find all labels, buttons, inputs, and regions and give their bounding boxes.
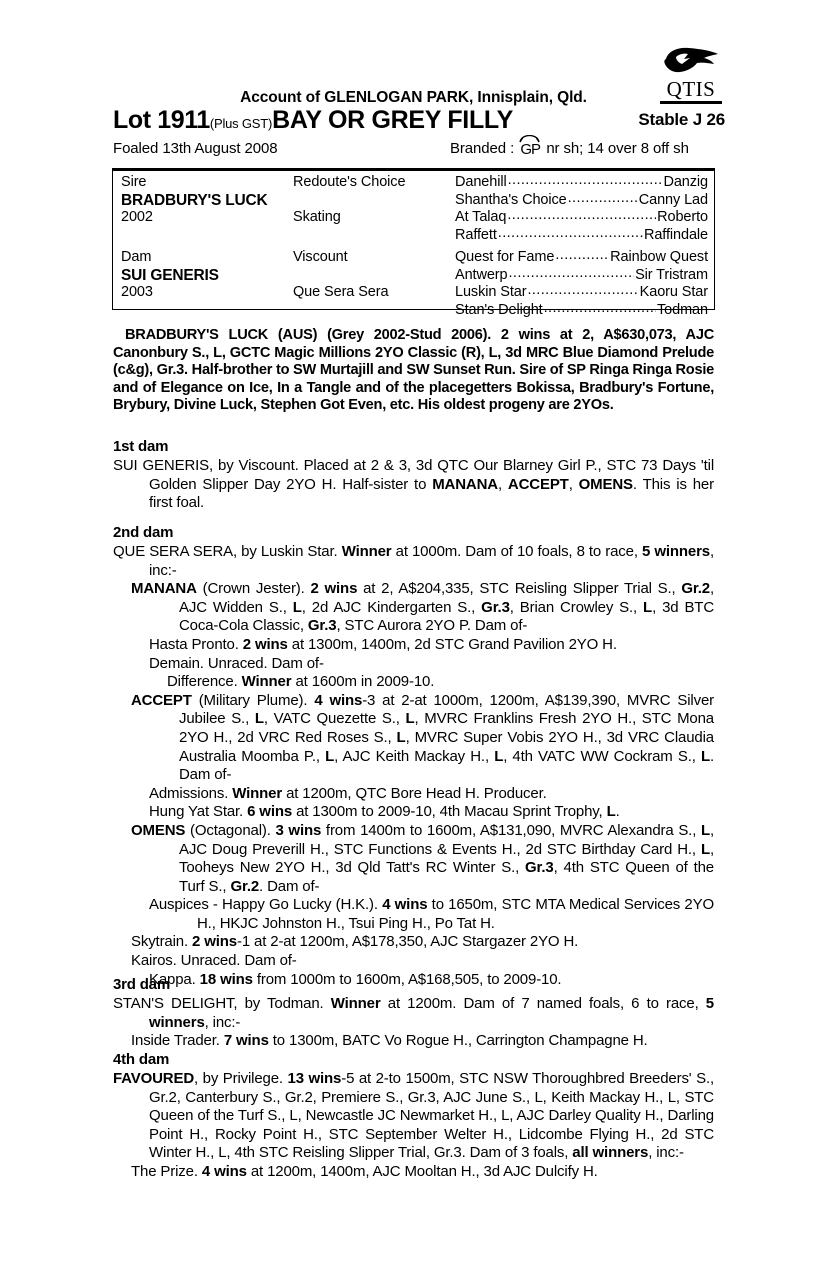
emphasis-text: Gr.2 (230, 877, 260, 895)
plain-text: at 1300m, 1400m, 2d STC Grand Pavilion 2YO H. (287, 635, 617, 653)
pedigree-entry-text (131, 822, 714, 896)
pedigree-entry (113, 692, 714, 785)
plain-text: Inside Trader. (131, 1032, 224, 1050)
emphasis-text: ACCEPT (131, 691, 192, 709)
emphasis-text: Winner (330, 995, 381, 1012)
plain-text: , (568, 475, 579, 493)
plain-text: , 4th VATC WW Cockram S., (503, 747, 701, 765)
pedigree-grandsire-name: Danehill (455, 174, 507, 190)
plain-text: at 1300m to 2009-10, 4th Macau Sprint Trophy, (292, 803, 607, 821)
pedigree-greatgrandsire-name: Sir Tristram (635, 266, 708, 283)
plain-text: at 1200m, 1400m, AJC Mooltan H., 3d AJC Dulcify H. (246, 1162, 598, 1180)
plain-text: , MVRC Super Vobis 2YO H., 3d VRC Claudia Australia Moomba P., (179, 728, 714, 765)
dam-heading: 3rd dam (113, 976, 170, 993)
pedigree-greatgrandsire-name: Canny Lad (638, 191, 708, 208)
sire-paragraph-text: BRADBURY'S LUCK (AUS) (Grey 2002-Stud 2006). 2 wins at 2, A$630,073, AJC Canonbury S., L, GCTC Magic Millions 2YO Classic (R), L, 3d MRC Blue Diamond Prelude (c&g), Gr.3. Half-brother to SW Murtajill and SW Sunset Run. Sire of SP Ringa Ringa Rosie and of Elegance on Ice, In a Tangle and of the placegetters Bokissa, Bradbury's Fortune, Brybury, Divine Luck, Stephen Got Even, etc. His oldest progeny are 2YOs. (113, 327, 715, 414)
dam-section (113, 437, 714, 513)
plain-text: , by Privilege. (194, 1070, 288, 1087)
pedigree-row (113, 227, 714, 245)
pedigree-col-left: SUI GENERIS (121, 266, 219, 284)
plain-text: -1 at 2-at 1200m, A$178,350, AJC Stargazer 2YO H. (236, 933, 579, 951)
brand-symbol (518, 142, 542, 157)
emphasis-text: L (254, 710, 264, 728)
emphasis-text: 4 wins (201, 1162, 247, 1180)
dam-heading: 4th dam (113, 1051, 170, 1068)
dot-leader (544, 300, 656, 318)
plain-text: , 2d AJC Kindergarten S., (301, 598, 482, 616)
pedigree-entry (113, 1070, 714, 1163)
branded-detail: nr sh; 14 over 8 off sh (546, 140, 689, 157)
emphasis-text: Gr.2 (681, 580, 710, 598)
pedigree-grandsire-name: Raffett (455, 226, 497, 243)
gst-note: (Plus GST) (209, 116, 273, 131)
plain-text: to 1300m, BATC Vo Rogue H., Carrington Champagne H. (268, 1032, 648, 1050)
plain-text: , inc:- (648, 1144, 684, 1162)
emphasis-text: OMENS (131, 821, 186, 839)
emphasis-text: Gr.3 (525, 859, 554, 877)
emphasis-text: 4 wins (314, 691, 363, 709)
pedigree-entry-text (131, 1032, 714, 1051)
plain-text: from 1000m to 1600m, A$168,505, to 2009-10. (252, 970, 562, 988)
dam-heading: 2nd dam (113, 524, 174, 541)
plain-text: -5 at 2-to 1500m, STC NSW Thoroughbred Breeders' S., Gr.2, Canterbury S., Gr.2, Premiere S., Gr.3, AJC June S., L, Keith Mackay H., L, STC Queen of the Turf S., L, Newcastle JC Newmarket H., L, AJC Darley Quality H., Darling Point H., Rocky Point H., STC September Welter H., Lidcombe Flying H., 2d STC Winter H., L, 4th STC Reisling Slipper Trial, Gr.3. Dam of 3 foals, (149, 1070, 714, 1162)
dot-leader (498, 225, 643, 243)
emphasis-text: L (325, 747, 335, 765)
qtis-wordmark: QTIS (666, 77, 716, 101)
pedigree-col-left: Sire (121, 174, 147, 190)
dam-heading: 1st dam (113, 438, 169, 455)
emphasis-text: Winner (341, 543, 392, 560)
emphasis-text: MANANA (131, 580, 197, 598)
emphasis-text: all winners (572, 1144, 649, 1162)
emphasis-text: 4 wins (382, 896, 428, 914)
pedigree-entry-text (149, 785, 714, 804)
plain-text: Kappa. (149, 970, 200, 988)
plain-text: . Dam of- (259, 877, 320, 895)
pedigree-entry-text (149, 896, 714, 933)
pedigree-entry-text (149, 803, 714, 822)
dam-section (113, 1050, 714, 1182)
plain-text: QUE SERA SERA, by Luskin Star. (113, 543, 342, 560)
foaled-date: Foaled 13th August 2008 (113, 140, 278, 157)
pedigree-grandsire-name: Quest for Fame (455, 249, 555, 265)
dot-leader (509, 265, 635, 283)
plain-text: at 1600m in 2009-10. (291, 673, 435, 691)
plain-text: Hasta Pronto. (149, 635, 243, 653)
pedigree-col-middle: Que Sera Sera (293, 284, 389, 300)
account-line: Account of GLENLOGAN PARK, Innisplain, Qld. (240, 89, 587, 106)
colour-and-sex: BAY OR GREY FILLY (272, 106, 513, 134)
pedigree-entry-text (167, 673, 714, 692)
pedigree-col-middle: Redoute's Choice (293, 174, 406, 190)
emphasis-text: FAVOURED (113, 1070, 195, 1087)
emphasis-text: 2 wins (242, 635, 288, 653)
pedigree-entry (113, 636, 714, 655)
brand-horns-icon (519, 135, 540, 143)
plain-text: from 1400m to 1600m, A$131,090, MVRC Alexandra S., (321, 821, 701, 839)
emphasis-text: Winner (241, 673, 292, 691)
lot-number: Lot 1911 (113, 106, 210, 134)
emphasis-text: Winner (232, 784, 283, 802)
plain-text: (Military Plume). (191, 691, 315, 709)
plain-text: Skytrain. (131, 933, 193, 951)
pedigree-col-left: BRADBURY'S LUCK (121, 191, 268, 209)
pedigree-col-right (455, 302, 708, 320)
emphasis-text: L (292, 598, 302, 616)
pedigree-entry-text (131, 1163, 714, 1182)
branded-info (450, 140, 689, 157)
pedigree-col-middle: Skating (293, 209, 341, 225)
emphasis-text: L (396, 728, 406, 746)
pedigree-entry (113, 952, 714, 971)
pedigree-entry-text (149, 636, 714, 655)
dot-leader (555, 247, 609, 265)
emphasis-text: MANANA (432, 475, 498, 493)
plain-text: , AJC Keith Mackay H., (334, 747, 495, 765)
pedigree-entry (113, 580, 714, 636)
plain-text: Admissions. (149, 784, 233, 802)
pedigree-entry-text (149, 655, 714, 674)
emphasis-text: 18 wins (199, 970, 253, 988)
pedigree-entry-text (113, 457, 714, 513)
plain-text: at 1200m, QTC Bore Head H. Producer. (282, 784, 547, 802)
plain-text: Kairos. Unraced. Dam of- (131, 952, 297, 970)
pedigree-col-middle: Viscount (293, 249, 348, 265)
plain-text: Difference. (167, 673, 242, 691)
plain-text: . This is her first foal. (149, 475, 714, 512)
dam-section (113, 523, 714, 989)
emphasis-text: L (606, 803, 616, 821)
dam-section (113, 975, 714, 1051)
plain-text: , AJC Widden S., (179, 580, 714, 616)
pedigree-entry (113, 933, 714, 952)
plain-text: . Dam of- (179, 747, 714, 784)
dot-leader (507, 207, 656, 225)
emphasis-text: L (405, 710, 415, 728)
emphasis-text: L (700, 840, 710, 858)
pedigree-entry-text (113, 1070, 714, 1163)
plain-text: SUI GENERIS, by Viscount. Placed at 2 & 3, 3d QTC Our Blarney Girl P., STC 73 Days 'til Golden Slipper Day 2YO H. Half-sister to (113, 457, 714, 493)
plain-text: Demain. Unraced. Dam of- (149, 654, 324, 672)
branded-label: Branded : (450, 140, 515, 157)
sire-paragraph (113, 327, 714, 415)
emphasis-text: 2 wins (192, 933, 237, 951)
emphasis-text: 7 wins (223, 1032, 269, 1050)
plain-text: , inc:- (204, 1013, 241, 1031)
emphasis-text: 3 wins (275, 821, 322, 839)
pedigree-entry (113, 896, 714, 933)
brand-letters: GP (520, 141, 541, 158)
pedigree-entry-text (131, 933, 714, 952)
emphasis-text: L (494, 747, 504, 765)
plain-text: , 4th STC Queen of the Turf S., (179, 859, 714, 895)
pedigree-greatgrandsire-name: Kaoru Star (639, 284, 708, 300)
pedigree-entry (113, 785, 714, 804)
pedigree-entry (113, 1163, 714, 1182)
emphasis-text: Gr.3 (481, 598, 510, 616)
pedigree-row (113, 302, 714, 320)
pedigree-grandsire-name: Antwerp (455, 266, 508, 283)
pedigree-entry-text (113, 995, 714, 1032)
pedigree-entry (113, 995, 714, 1032)
pedigree-entry-text (113, 543, 714, 580)
pedigree-col-left: Dam (121, 249, 152, 265)
emphasis-text: OMENS (578, 475, 633, 493)
pedigree-grandsire-name: Stan's Delight (455, 301, 543, 318)
pedigree-entry (113, 655, 714, 674)
plain-text: , (497, 475, 508, 493)
pedigree-greatgrandsire-name: Todman (657, 301, 708, 318)
dot-leader (568, 190, 638, 208)
plain-text: , MVRC Franklins Fresh 2YO H., STC Mona 2YO H., 2d VRC Red Roses S., (179, 710, 714, 746)
emphasis-text: 6 wins (247, 803, 293, 821)
plain-text: Auspices - Happy Go Lucky (H.K.). (149, 896, 383, 914)
pedigree-greatgrandsire-name: Raffindale (643, 226, 708, 243)
plain-text: . (615, 803, 620, 821)
plain-text: The Prize. (131, 1162, 202, 1180)
plain-text: , 3d BTC Coca-Cola Classic, (179, 598, 715, 635)
plain-text: (Crown Jester). (196, 580, 311, 598)
pedigree-entry (113, 543, 714, 580)
dot-leader (508, 172, 663, 190)
pedigree-entry (113, 822, 714, 896)
plain-text: , inc:- (149, 543, 714, 579)
plain-text: at 2, A$204,335, STC Reisling Slipper Trial S., (357, 580, 682, 598)
dot-leader (527, 282, 638, 300)
plain-text: at 1200m. Dam of 7 named foals, 6 to race, (380, 995, 706, 1012)
pedigree-greatgrandsire-name: Rainbow Quest (610, 249, 708, 265)
pedigree-entry (113, 803, 714, 822)
pedigree-grandsire-name: Shantha's Choice (455, 191, 567, 208)
plain-text: , AJC Doug Preverill H., STC Functions & Events H., 2d STC Birthday Card H., (179, 821, 715, 858)
plain-text: (Octagonal). (185, 821, 276, 839)
plain-text: to 1650m, STC MTA Medical Services 2YO H., HKJC Johnston H., Tsui Ping H., Po Tat H. (197, 896, 714, 932)
plain-text: , Tooheys New 2YO H., 3d Qld Tatt's RC Winter S., (179, 840, 714, 877)
emphasis-text: L (700, 747, 710, 765)
qtis-horse-logo-icon (660, 45, 722, 77)
pedigree-entry-text (131, 692, 714, 785)
lot-heading (113, 106, 725, 136)
emphasis-text: 2 wins (310, 580, 358, 598)
emphasis-text: ACCEPT (507, 475, 569, 493)
plain-text: , Brian Crowley S., (509, 598, 644, 616)
stable-number: Stable J 26 (638, 110, 725, 129)
emphasis-text: 13 wins (287, 1070, 342, 1087)
pedigree-col-right (455, 227, 708, 245)
pedigree-col-left: 2002 (121, 209, 153, 225)
emphasis-text: Gr.3 (307, 617, 337, 635)
plain-text: , STC Aurora 2YO P. Dam of- (336, 617, 528, 635)
emphasis-text: 5 winners (642, 543, 710, 560)
plain-text: -3 at 2-at 1000m, 1200m, A$139,390, MVRC Silver Jubilee S., (179, 691, 714, 728)
pedigree-entry (113, 457, 714, 513)
pedigree-grandsire-name: At Talaq (455, 209, 507, 225)
pedigree-entry (113, 1032, 714, 1051)
pedigree-entry-text (131, 952, 714, 971)
emphasis-text: L (700, 821, 710, 839)
plain-text: Hung Yat Star. (149, 803, 248, 821)
plain-text: STAN'S DELIGHT, by Todman. (113, 995, 331, 1012)
pedigree-col-left: 2003 (121, 284, 153, 300)
pedigree-greatgrandsire-name: Danzig (663, 174, 708, 190)
pedigree-entry-text (131, 580, 714, 636)
plain-text: , VATC Quezette S., (263, 710, 406, 728)
pedigree-table (112, 168, 715, 318)
pedigree-entry (113, 673, 714, 692)
pedigree-greatgrandsire-name: Roberto (657, 209, 708, 225)
pedigree-grandsire-name: Luskin Star (455, 284, 527, 300)
plain-text: at 1000m. Dam of 10 foals, 8 to race, (391, 543, 642, 560)
emphasis-text: 5 winners (149, 995, 714, 1031)
emphasis-text: L (643, 598, 653, 616)
